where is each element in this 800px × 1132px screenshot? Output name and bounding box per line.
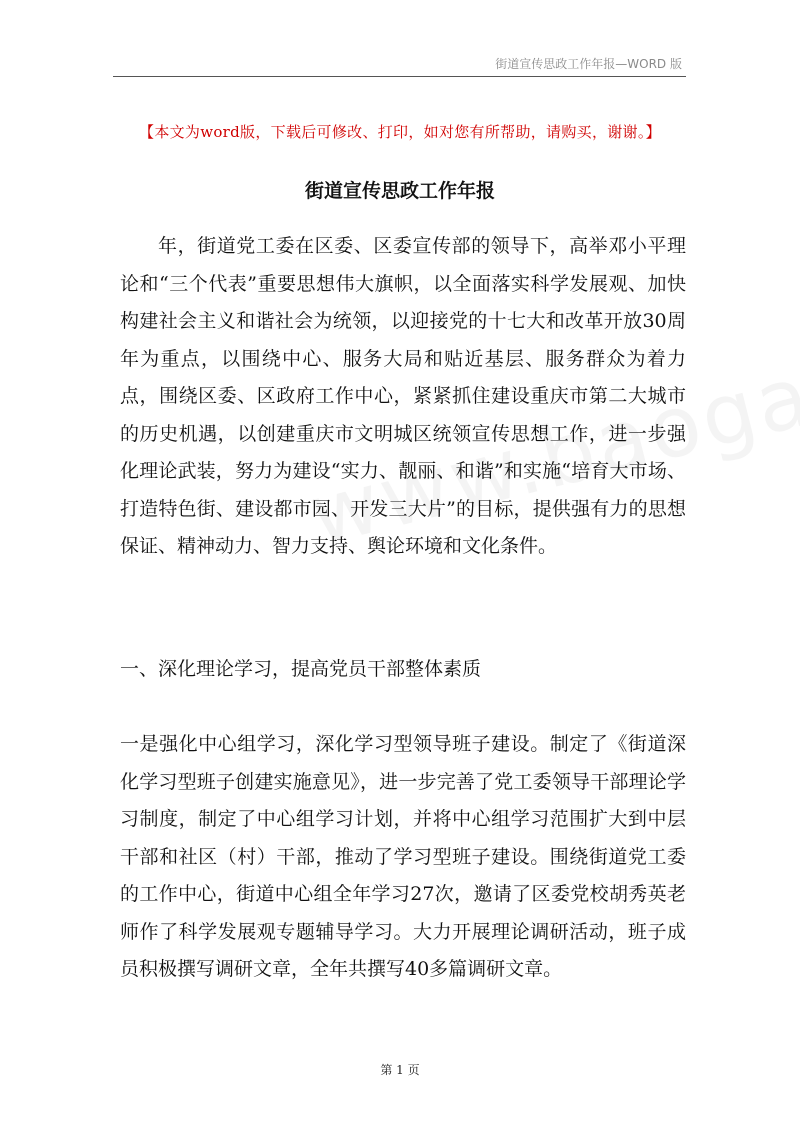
- header-divider: [113, 76, 686, 77]
- document-title: 街道宣传思政工作年报: [304, 180, 495, 202]
- section-paragraph: 一是强化中心组学习，深化学习型领导班子建设。制定了《街道深化学习型班子创建实施意见》，进一步完善了党工委领导干部理论学习制度，制定了中心组学习计划，并将中心组学习范围扩大到中层干部和社区（村）干部，推动了学习型班子建设。围绕街道党工委的工作中心，街道中心组全年学习27次，邀请了区委党校胡秀英老师作了科学发展观专题辅导学习。大力开展理论调研活动，班子成员积极撰写调研文章，全年共撰写40多篇调研文章。: [120, 733, 686, 980]
- section-heading: 一、深化理论学习，提高党员干部整体素质: [120, 658, 482, 680]
- page-number: 第 1 页: [380, 1063, 420, 1077]
- running-header: 街道宣传思政工作年报—WORD 版: [495, 57, 682, 71]
- purchase-notice: 【本文为word版，下载后可修改、打印，如对您有所帮助，请购买，谢谢。】: [139, 123, 661, 141]
- intro-paragraph: 年，街道党工委在区委、区委宣传部的领导下，高举邓小平理论和“三个代表”重要思想伟大旗帜，以全面落实科学发展观、加快构建社会主义和谐社会为统领，以迎接党的十七大和改革开放30周年为重点，以围绕中心、服务大局和贴近基层、服务群众为着力点，围绕区委、区政府工作中心，紧紧抓住建设重庆市第二大城市的历史机遇，以创建重庆市文明城区统领宣传思想工作，进一步强化理论武装，努力为建设“实力、靓丽、和谐”和实施“培育大市场、打造特色街、建设都市园、开发三大片”的目标，提供强有力的思想保证、精神动力、智力支持、舆论环境和文化条件。: [120, 235, 686, 557]
